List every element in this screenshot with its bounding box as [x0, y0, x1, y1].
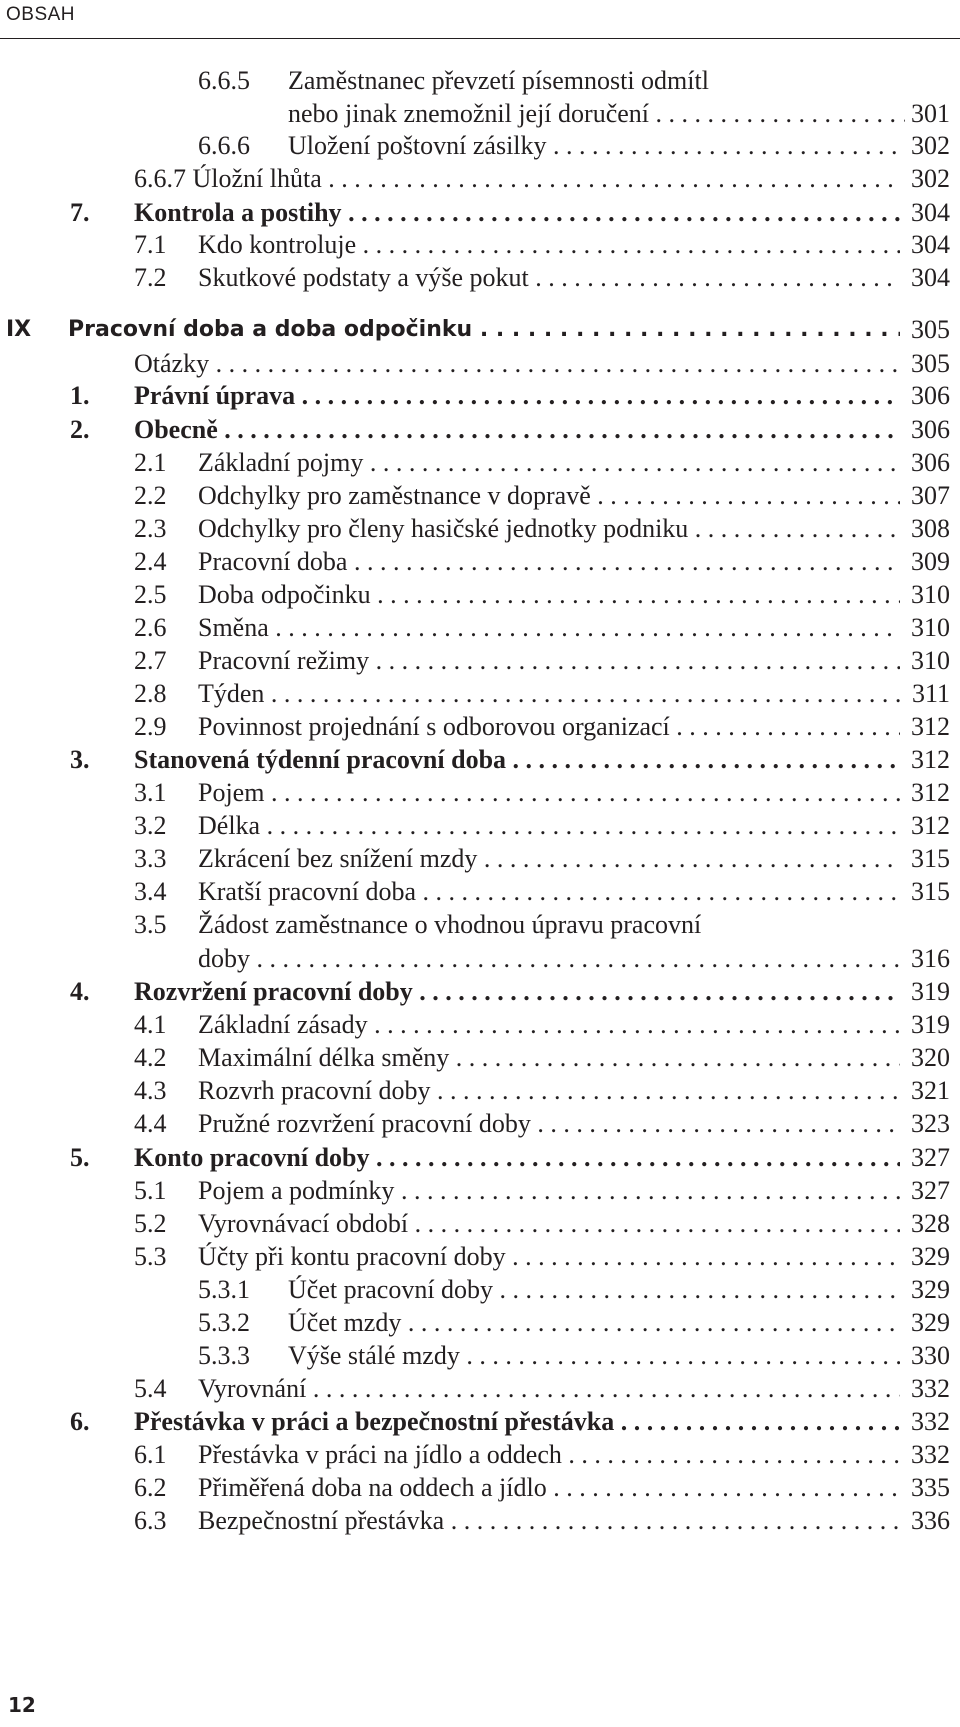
toc-number: 3.1 [134, 778, 167, 807]
toc-section[interactable] [70, 1142, 950, 1174]
toc-title: Účty při kontu pracovní doby . . . [198, 1241, 900, 1273]
toc-entry[interactable] [134, 447, 950, 479]
toc-page-number: 310 [905, 579, 950, 611]
toc-number: 3.3 [134, 844, 167, 873]
toc-number: 2.4 [134, 547, 167, 576]
toc-page-number: 320 [905, 1042, 950, 1074]
toc-entry[interactable] [134, 513, 950, 545]
toc-entry[interactable] [134, 1009, 950, 1041]
toc-title: Vyrovnávací období . . . [198, 1208, 900, 1240]
toc-number: 1. [70, 381, 90, 410]
toc-title: Skutkové podstaty a výše pokut . . . [198, 262, 900, 294]
toc-number: 3.5 [134, 910, 167, 939]
toc-page-number: 319 [905, 1009, 950, 1041]
toc-title: Přiměřená doba na oddech a jídlo . . . [198, 1472, 900, 1504]
toc-entry[interactable] [134, 1472, 950, 1504]
toc-title: Obecně . . . [134, 414, 900, 446]
toc-title: Odchylky pro členy hasičské jednotky podniku . . . [198, 513, 900, 545]
toc-page-number: 332 [905, 1406, 950, 1438]
toc-title: Kratší pracovní doba . . . [198, 876, 900, 908]
toc-title-continuation: nebo jinak znemožnil její doručení . . . [288, 98, 950, 130]
toc-number: 4.2 [134, 1043, 167, 1072]
toc-entry[interactable] [134, 909, 950, 941]
toc-page-number: 319 [905, 976, 950, 1008]
toc-page-number: 329 [905, 1307, 950, 1339]
toc-number: 3.4 [134, 877, 167, 906]
toc-page-number: 329 [905, 1274, 950, 1306]
toc-entry[interactable] [134, 546, 950, 578]
toc-page-number: 336 [905, 1505, 950, 1537]
toc-number: 5.4 [134, 1374, 167, 1403]
toc-entry[interactable] [134, 1042, 950, 1074]
toc-entry-continuation[interactable] [198, 943, 950, 975]
toc-entry[interactable] [198, 130, 950, 162]
toc-page-number: 302 [905, 130, 950, 162]
chapter-title: Pracovní doba a doba odpočinku . . . [68, 314, 900, 346]
toc-page-number: 310 [905, 612, 950, 644]
toc-entry[interactable] [134, 1373, 950, 1405]
toc-entry[interactable] [134, 262, 950, 294]
toc-title: Bezpečnostní přestávka . . . [198, 1505, 900, 1537]
toc-title-continuation: doby . . . [198, 943, 950, 975]
toc-entry[interactable] [134, 810, 950, 842]
toc-number: 2.9 [134, 712, 167, 741]
toc-page-number: 306 [905, 447, 950, 479]
toc-entry[interactable] [134, 711, 950, 743]
toc-page-number: 304 [905, 197, 950, 229]
toc-entry[interactable] [134, 843, 950, 875]
toc-title: Přestávka v práci a bezpečnostní přestávka . . . [134, 1406, 900, 1438]
toc-entry[interactable] [198, 1307, 950, 1339]
toc-section[interactable] [70, 1406, 950, 1438]
toc-number: 7.2 [134, 263, 167, 292]
toc-number: 2.7 [134, 646, 167, 675]
toc-title: Maximální délka směny . . . [198, 1042, 900, 1074]
toc-title: Právní úprava . . . [134, 380, 900, 412]
toc-number: 5.2 [134, 1209, 167, 1238]
toc-entry[interactable] [134, 1075, 950, 1107]
toc-number: 7. [70, 198, 90, 227]
toc-title: Otázky . . . [134, 348, 900, 380]
toc-entry[interactable] [134, 480, 950, 512]
toc-page-number: 328 [905, 1208, 950, 1240]
toc-entry[interactable] [134, 678, 950, 710]
toc-number: 6.6.5 [198, 66, 250, 95]
toc-number: 5.3.2 [198, 1308, 250, 1337]
toc-page-number: 327 [905, 1142, 950, 1174]
toc-title: Kontrola a postihy . . . [134, 197, 900, 229]
toc-number: 4.1 [134, 1010, 167, 1039]
toc-title: Směna . . . [198, 612, 900, 644]
toc-entry[interactable] [134, 1175, 950, 1207]
toc-entry-continuation[interactable] [288, 98, 950, 130]
toc-title-text: Úložní lhůta [192, 164, 322, 193]
toc-number: 6.1 [134, 1440, 167, 1469]
toc-entry[interactable] [134, 1208, 950, 1240]
toc-number: 5. [70, 1143, 90, 1172]
toc-section[interactable] [70, 414, 950, 446]
toc-entry[interactable] [134, 612, 950, 644]
toc-entry[interactable] [134, 229, 950, 261]
toc-page-number: 312 [905, 810, 950, 842]
toc-page-number: 316 [905, 943, 950, 975]
toc-number: 3. [70, 745, 90, 774]
toc-page-number: 315 [905, 876, 950, 908]
toc-number: 6.2 [134, 1473, 167, 1502]
toc-title: Doba odpočinku . . . [198, 579, 900, 611]
toc-entry[interactable] [134, 579, 950, 611]
toc-page-number: 304 [905, 229, 950, 261]
toc-page-number: 306 [905, 414, 950, 446]
toc-entry[interactable] [198, 1274, 950, 1306]
toc-page-number: 311 [906, 678, 950, 710]
toc-number: 4. [70, 977, 90, 1006]
toc-title: Uložení poštovní zásilky . . . [288, 130, 900, 162]
toc-title: Účet pracovní doby . . . [288, 1274, 900, 1306]
running-head: OBSAH [6, 4, 76, 25]
toc-entry[interactable] [134, 777, 950, 809]
toc-title: Rozvrh pracovní doby . . . [198, 1075, 900, 1107]
toc-number: 4.4 [134, 1109, 167, 1138]
toc-number: 2.5 [134, 580, 167, 609]
toc-entry[interactable] [198, 65, 950, 97]
toc-title: Zkrácení bez snížení mzdy . . . [198, 843, 900, 875]
toc-entry[interactable] [134, 1439, 950, 1471]
toc-title: Pojem a podmínky . . . [198, 1175, 900, 1207]
toc-title: Rozvržení pracovní doby . . . [134, 976, 900, 1008]
toc-title: Účet mzdy . . . [288, 1307, 900, 1339]
toc-page-number: 332 [905, 1373, 950, 1405]
toc-title: Přestávka v práci na jídlo a oddech . . . [198, 1439, 900, 1471]
toc-title: Pojem . . . [198, 777, 900, 809]
toc-number: 3.2 [134, 811, 167, 840]
toc-entry[interactable] [134, 1505, 950, 1537]
toc-title: Délka . . . [198, 810, 900, 842]
toc-title: Odchylky pro zaměstnance v dopravě . . . [198, 480, 900, 512]
toc-chapter[interactable] [6, 314, 950, 346]
toc-number: 7.1 [134, 230, 167, 259]
toc-page-number: 327 [905, 1175, 950, 1207]
toc-number: 2.2 [134, 481, 167, 510]
toc-title: Zaměstnanec převzetí písemnosti odmítl [288, 66, 709, 95]
toc-title: Pružné rozvržení pracovní doby . . . [198, 1108, 900, 1140]
toc-page-number: 329 [905, 1241, 950, 1273]
toc-page-number: 315 [905, 843, 950, 875]
toc-title: Týden . . . [198, 678, 900, 710]
toc-title: Kdo kontroluje . . . [198, 229, 900, 261]
toc-page-number: 330 [905, 1340, 950, 1372]
toc-title: Konto pracovní doby . . . [134, 1142, 900, 1174]
toc-page-number: 332 [905, 1439, 950, 1471]
toc-page-number: 323 [905, 1108, 950, 1140]
page-number: 12 [8, 1693, 36, 1717]
toc-title: Základní pojmy . . . [198, 447, 900, 479]
toc-number: 6.6.7 [134, 164, 186, 193]
toc-number: 5.3 [134, 1242, 167, 1271]
toc-page-number: 312 [905, 744, 950, 776]
toc-number: 2.8 [134, 679, 167, 708]
toc-page-number: 305 [905, 314, 950, 346]
toc-page-number: 310 [905, 645, 950, 677]
toc-number: 5.3.1 [198, 1275, 250, 1304]
toc-number: 5.3.3 [198, 1341, 250, 1370]
toc-page-number: 321 [905, 1075, 950, 1107]
toc-number: 4.3 [134, 1076, 167, 1105]
toc-number: 2.3 [134, 514, 167, 543]
toc-number: 6.6.6 [198, 131, 250, 160]
toc-number: 2.6 [134, 613, 167, 642]
toc-title: Povinnost projednání s odborovou organizací . . . [198, 711, 900, 743]
toc-page-number: 312 [905, 711, 950, 743]
toc-entry[interactable] [134, 163, 950, 195]
chapter-number: IX [6, 317, 32, 342]
toc-entry[interactable] [134, 1108, 950, 1140]
toc-page-number: 307 [905, 480, 950, 512]
toc-number: 2. [70, 415, 90, 444]
toc-entry[interactable] [134, 1241, 950, 1273]
toc-entry[interactable] [134, 348, 950, 380]
toc-page-number: 304 [905, 262, 950, 294]
toc-entry[interactable] [70, 197, 950, 229]
toc-entry[interactable] [134, 876, 950, 908]
toc-page-number: 312 [905, 777, 950, 809]
toc-number: 5.1 [134, 1176, 167, 1205]
toc-page-number: 305 [905, 348, 950, 380]
toc-page-number: 309 [905, 546, 950, 578]
toc-title [134, 163, 900, 195]
toc-title: Výše stálé mzdy . . . [288, 1340, 900, 1372]
toc-title: Stanovená týdenní pracovní doba . . . [134, 744, 900, 776]
toc-section[interactable] [70, 380, 950, 412]
toc-page-number: 301 [905, 98, 950, 130]
toc-page-number: 302 [905, 163, 950, 195]
toc-number: 6.3 [134, 1506, 167, 1535]
toc-number: 2.1 [134, 448, 167, 477]
toc-section[interactable] [70, 976, 950, 1008]
toc-title: Vyrovnání . . . [198, 1373, 900, 1405]
toc-page-number: 335 [905, 1472, 950, 1504]
toc-section[interactable] [70, 744, 950, 776]
toc-entry[interactable] [134, 645, 950, 677]
toc-title: Základní zásady . . . [198, 1009, 900, 1041]
toc-page-number: 308 [905, 513, 950, 545]
toc-title: Žádost zaměstnance o vhodnou úpravu pracovní [198, 910, 702, 939]
toc-entry[interactable] [198, 1340, 950, 1372]
toc-title: Pracovní režimy . . . [198, 645, 900, 677]
toc-number: 6. [70, 1407, 90, 1436]
toc-title: Pracovní doba . . . [198, 546, 900, 578]
toc-page-number: 306 [905, 380, 950, 412]
